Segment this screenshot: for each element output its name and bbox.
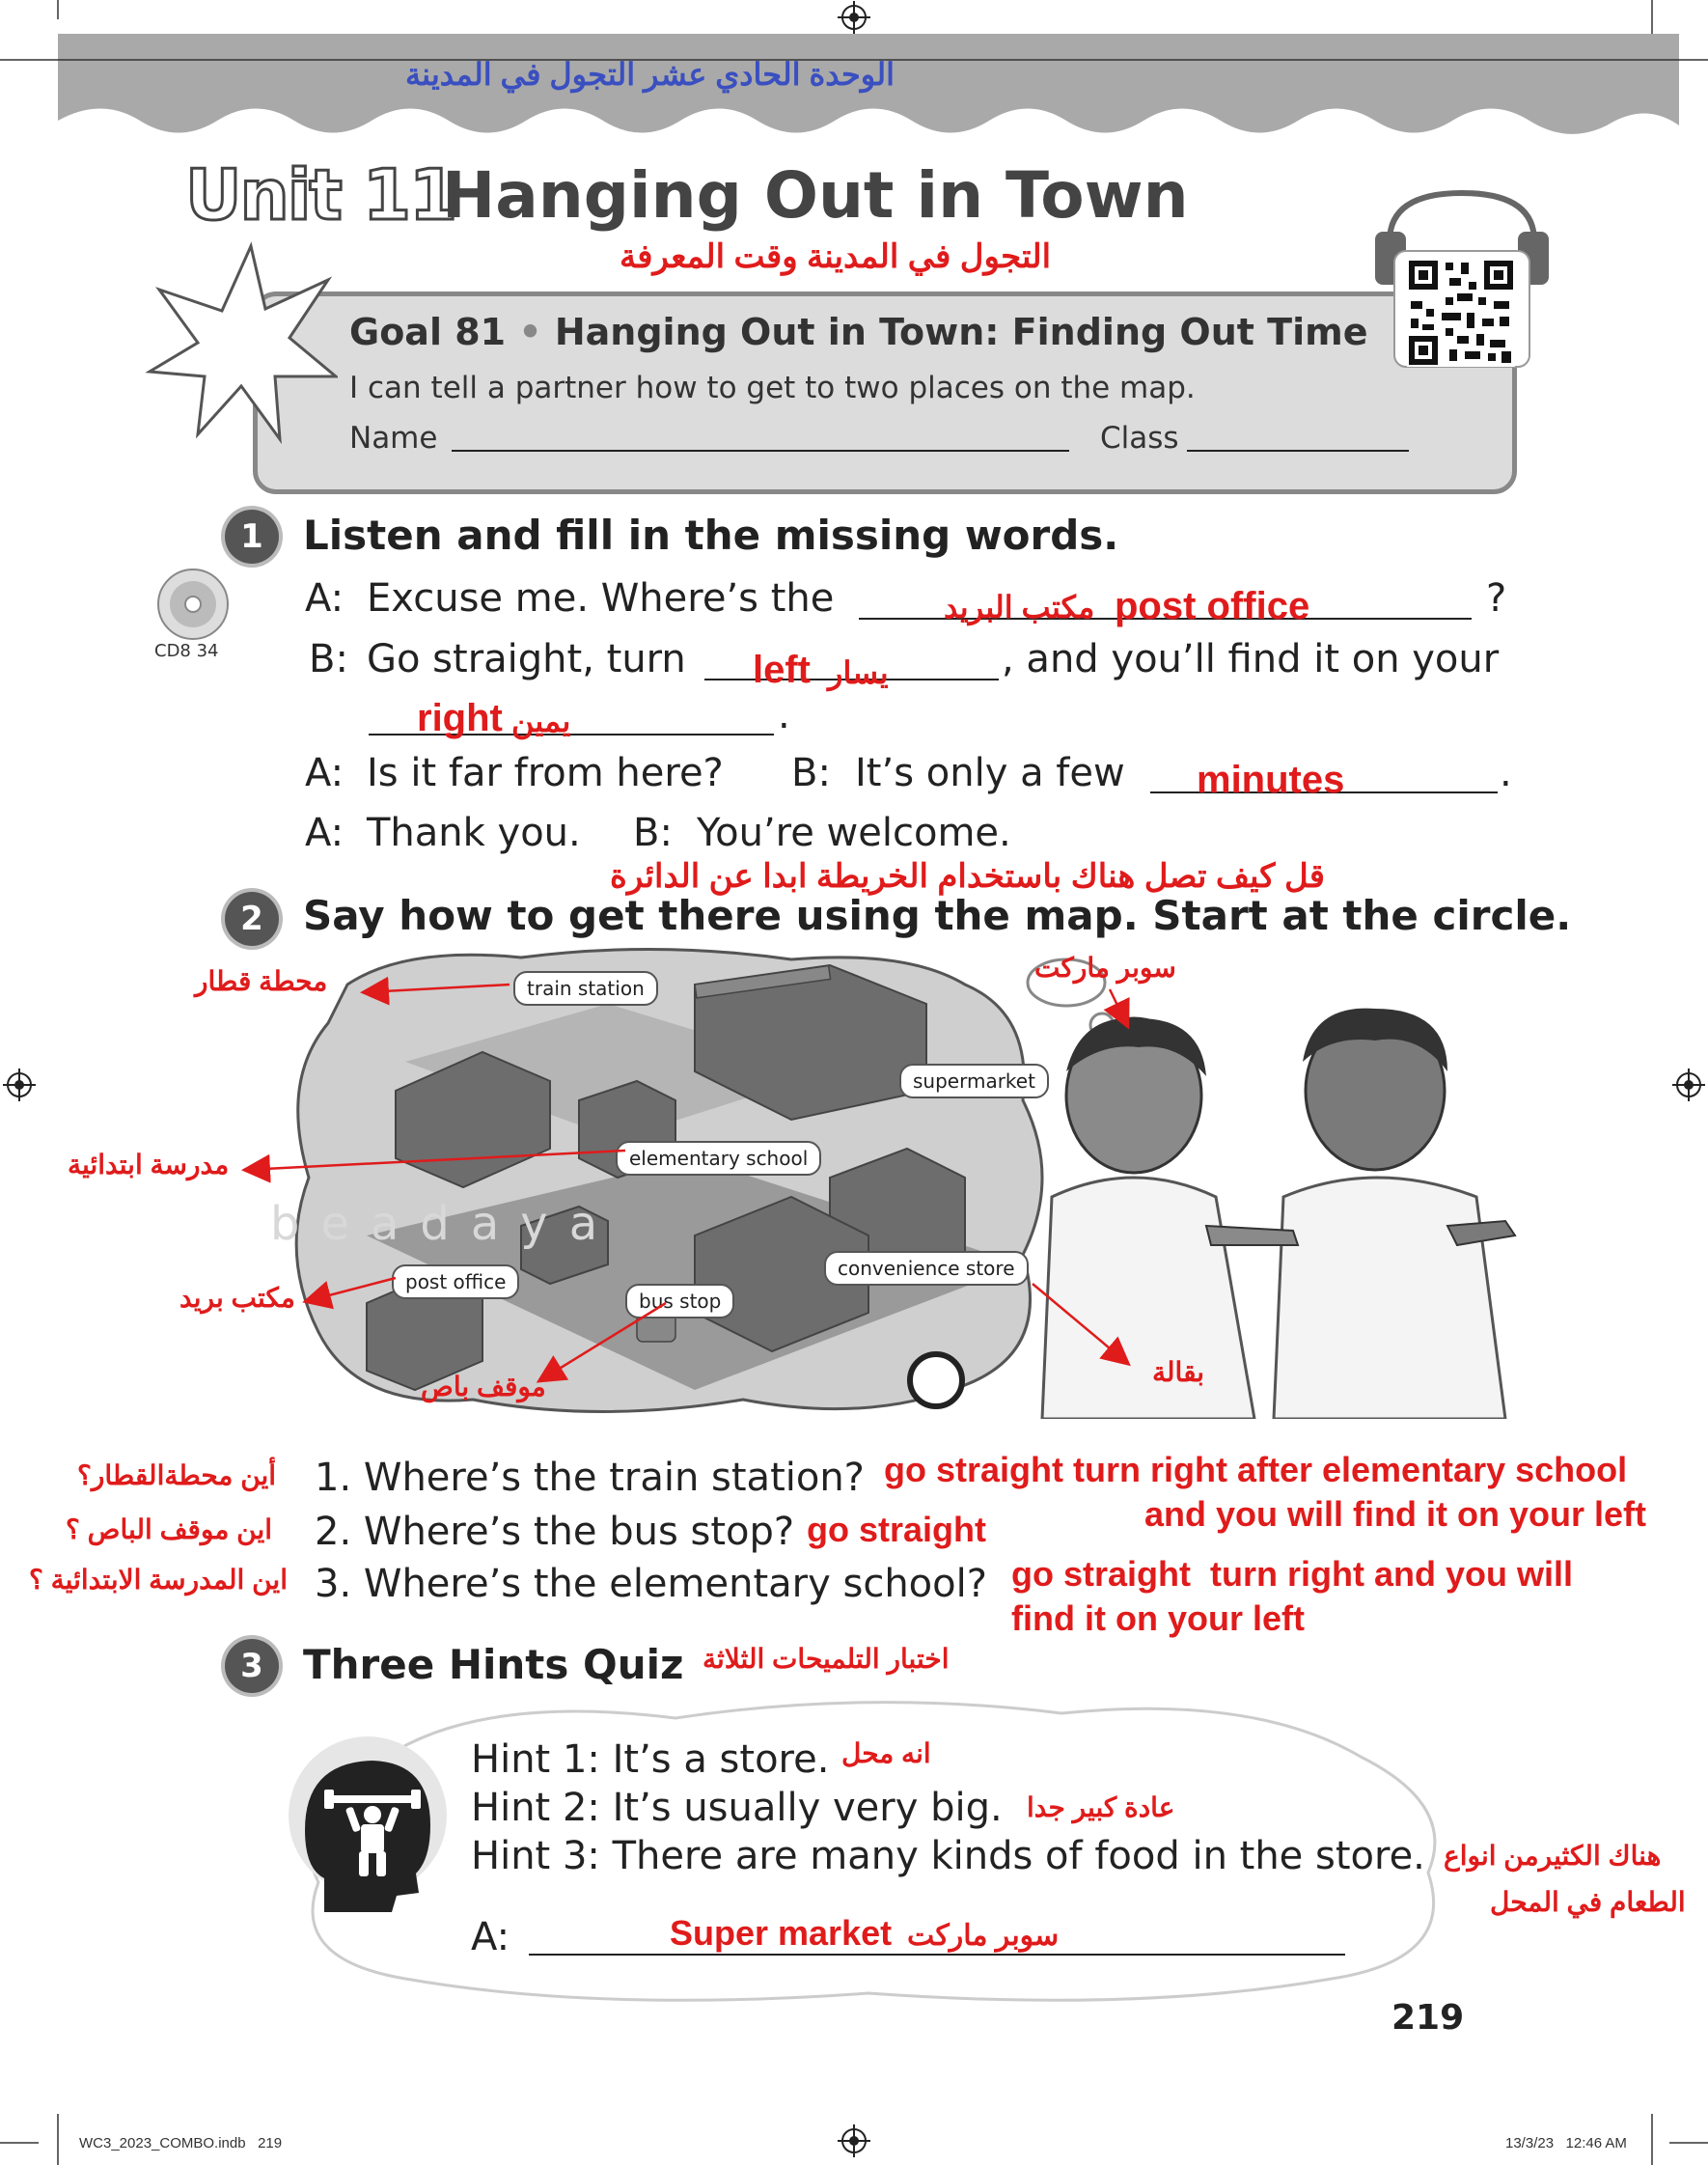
line-4-text-2: It’s only a few [855, 751, 1125, 795]
map-label-elementary-school: elementary school [616, 1141, 821, 1176]
ar-label-convenience-store: بقالة [1152, 1357, 1205, 1387]
answer-label: A: [471, 1915, 510, 1959]
section-2-badge: 2 [225, 892, 279, 946]
hint-1-ar: انه محل [841, 1738, 931, 1768]
unit-badge: Unit 11 [185, 154, 456, 236]
line-5-text: Thank you. [367, 811, 581, 855]
thinking-head-icon [286, 1734, 450, 1927]
line-4-end: . [1500, 751, 1512, 795]
arabic-subtitle: التجول في المدينة وقت المعرفة [620, 238, 1052, 275]
answer-post-office: post office [1115, 585, 1310, 627]
hint-3-ar-line-1: هناك الكثيرمن انواع [1444, 1841, 1662, 1871]
class-label: Class [1100, 421, 1179, 456]
hint-3-ar-line-2: الطعام في المحل [1490, 1887, 1686, 1917]
question-2 [315, 1510, 794, 1554]
ar-label-elementary-school: مدرسة ابتدائية [68, 1150, 230, 1180]
line-1-end: ? [1486, 576, 1507, 621]
name-label: Name [349, 421, 438, 456]
hint-2-ar: عادة كبير جدا [1027, 1792, 1175, 1822]
answer-post-office-ar: مكتب البريد [944, 590, 1095, 625]
date-time: 13/3/23 12:46 AM [1505, 2135, 1627, 2151]
goal-label: Goal 81 [349, 311, 507, 353]
goal-bullet: • [518, 311, 542, 353]
answer-super-market-ar: سوبر ماركت [907, 1920, 1060, 1952]
arabic-unit-title: الوحدة الحادي عشر التجول في المدينة [405, 57, 895, 92]
file-info: WC3_2023_COMBO.indb 219 [79, 2135, 283, 2151]
answer-left: left [753, 649, 811, 691]
question-3-answer-line-2: find it on your left [1011, 1598, 1305, 1638]
section-3-badge: 3 [225, 1639, 279, 1693]
question-2-text: Where’s the bus stop? [363, 1510, 795, 1554]
ar-label-post-office: مكتب بريد [179, 1283, 295, 1313]
line-2-end: , and you’ll find it on your [1002, 637, 1500, 681]
section-3-heading: Three Hints Quiz [303, 1641, 684, 1688]
ar-label-train-station: محطة قطار [195, 966, 328, 996]
question-1-text: Where’s the train station? [363, 1456, 865, 1500]
registration-mark-bottom [838, 2124, 870, 2157]
question-1-ar: أين محطةالقطار؟ [77, 1460, 277, 1490]
ar-label-supermarket: سوبر ماركت [1034, 953, 1176, 983]
line-1-text: Excuse me. Where’s the [367, 576, 835, 621]
section-3-heading-ar: اختبار التلميحات الثلاثة [702, 1644, 950, 1674]
question-1 [315, 1456, 865, 1500]
line-5-speaker-2: B: [633, 811, 673, 855]
section-1-heading: Listen and fill in the missing words. [303, 512, 1119, 559]
unit-title: Hanging Out in Town [442, 158, 1189, 233]
answer-super-market: Super market [670, 1913, 893, 1953]
map-label-train-station: train station [513, 971, 658, 1006]
answer-minutes: minutes [1197, 759, 1345, 801]
goal-title: Hanging Out in Town: Finding Out Time [554, 311, 1368, 353]
line-3-end: . [778, 693, 790, 737]
section-2-heading-ar: قل كيف تصل هناك باستخدام الخريطة ابدا عن الدائرة [610, 858, 1325, 895]
answer-left-ar: يسار [828, 655, 889, 690]
line-1-speaker: A: [305, 576, 344, 621]
line-4-speaker-2: B: [791, 751, 831, 795]
goal-description: I can tell a partner how to get to two places on the map. [349, 371, 1196, 405]
watermark: beadaya [270, 1197, 620, 1251]
line-2-speaker: B: [309, 637, 348, 681]
hint-3: Hint 3: There are many kinds of food in the store. [471, 1834, 1425, 1878]
question-3-ar: اين المدرسة الابتدائية ؟ [29, 1565, 288, 1595]
answer-field[interactable] [529, 1954, 1345, 1956]
line-5-text-2: You’re welcome. [697, 811, 1011, 855]
section-2-heading: Say how to get there using the map. Start at the circle. [303, 892, 1572, 939]
question-1-num: 1. [315, 1456, 352, 1500]
registration-mark-left [0, 1066, 39, 1104]
line-5-speaker: A: [305, 811, 344, 855]
question-2-answer: go straight [807, 1510, 986, 1549]
question-2-ar: اين موقف الباص ؟ [66, 1514, 273, 1544]
ar-label-bus-stop: موقف باص [421, 1372, 546, 1402]
question-1-answer-line-2: and you will find it on your left [1144, 1494, 1646, 1534]
question-2-num: 2. [315, 1510, 352, 1554]
hint-1: Hint 1: It’s a store. [471, 1737, 830, 1782]
question-1-answer-line-1: go straight turn right after elementary school [884, 1450, 1628, 1489]
line-2-text: Go straight, turn [367, 637, 686, 681]
footer-marks [0, 2085, 1708, 2165]
cd-label: CD8 34 [154, 641, 219, 661]
answer-right: right [417, 697, 503, 739]
hint-2: Hint 2: It’s usually very big. [471, 1786, 1003, 1830]
question-3-text: Where’s the elementary school? [363, 1562, 987, 1606]
map-label-post-office: post office [392, 1264, 519, 1299]
line-4-text: Is it far from here? [367, 751, 724, 795]
section-1-badge: 1 [225, 510, 279, 564]
map-label-bus-stop: bus stop [625, 1284, 734, 1318]
question-3 [315, 1562, 987, 1606]
question-3-num: 3. [315, 1562, 352, 1606]
page-number: 219 [1391, 1998, 1465, 2038]
line-4-speaker: A: [305, 751, 344, 795]
map-label-convenience-store: convenience store [824, 1251, 1029, 1286]
map-label-supermarket: supermarket [899, 1064, 1049, 1098]
registration-mark-right [1669, 1066, 1708, 1104]
answer-right-ar: يمين [511, 704, 571, 738]
question-3-answer-line-1: go straight turn right and you will [1011, 1554, 1573, 1594]
